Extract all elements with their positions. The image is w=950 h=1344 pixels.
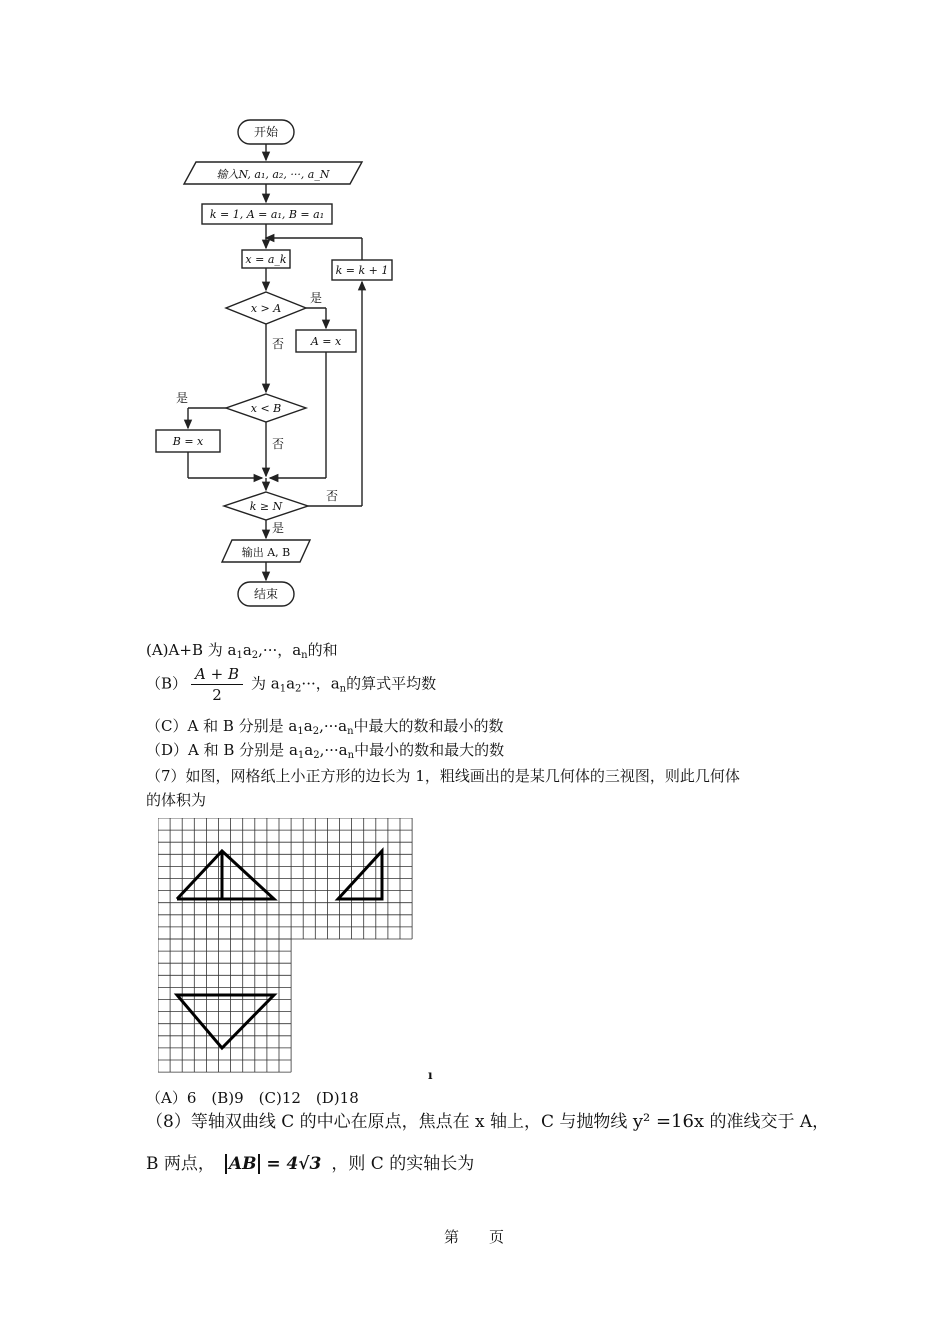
q7-text-line1: （7）如图，网格纸上小正方形的边长为 1，粗线画出的是某几何体的三视图，则此几何体 bbox=[146, 767, 740, 785]
q7-text-line2: 的体积为 bbox=[146, 791, 207, 809]
top-view-triangle bbox=[177, 995, 274, 1048]
cond3-yes-label: 是 bbox=[272, 521, 285, 535]
end-label: 结束 bbox=[253, 587, 279, 601]
q6-option-a: (A)A+B 为 $a_1a_2,\cdot\cdot\cdot$，$a_n$的和 bbox=[146, 641, 338, 661]
assign-b-label: B = x bbox=[172, 435, 204, 448]
assign-a-label: A = x bbox=[310, 335, 342, 348]
q8-text-line2: B 两点， AB = 4√3 ，则 C 的实轴长为 bbox=[146, 1154, 475, 1174]
input-label: 输入N, a₁, a₂, ···, a_N bbox=[216, 168, 330, 181]
cond1-no-label: 否 bbox=[272, 337, 285, 351]
increment-label: k = k + 1 bbox=[335, 264, 389, 277]
q6-option-c: （C）A 和 B 分别是 $a_1a_2,\cdot\cdot\cdot a_n$中最大的数和最小的数 bbox=[146, 717, 504, 737]
ab-length: AB = 4√3 bbox=[225, 1154, 321, 1174]
cond2-no-label: 否 bbox=[272, 437, 285, 451]
init-label: k = 1, A = a₁, B = a₁ bbox=[209, 208, 325, 221]
q8-text-line1: （8）等轴双曲线 C 的中心在原点，焦点在 x 轴上，C 与抛物线 y² =16x 的准线交于 A， bbox=[146, 1111, 830, 1132]
cond2-label: x < B bbox=[250, 402, 282, 415]
output-label: 输出 A, B bbox=[241, 546, 291, 559]
fraction: $\frac{A + B}{2}$ bbox=[191, 664, 243, 705]
page-footer: 第 页 bbox=[444, 1228, 505, 1246]
parabola-equation: y² =16x bbox=[632, 1111, 705, 1132]
three-view-figure bbox=[158, 818, 422, 1078]
assign-x-label: x = a_k bbox=[245, 253, 287, 266]
side-view-triangle bbox=[338, 851, 382, 899]
flowchart bbox=[140, 110, 440, 620]
start-label: 开始 bbox=[253, 125, 279, 139]
cond3-label: k ≥ N bbox=[249, 500, 283, 513]
cond3-no-label: 否 bbox=[326, 489, 339, 503]
q6-option-d: （D）A 和 B 分别是 $a_1a_2,\cdot\cdot\cdot a_n$中最小的数和最大的数 bbox=[146, 741, 505, 761]
q6-option-b: （B） $\frac{A + B}{2}$ 为 $a_1a_2\cdot\cdot\cdot$，$a_n$的算式平均数 bbox=[146, 665, 437, 704]
cond1-yes-label: 是 bbox=[310, 291, 323, 305]
q7-options: （A）6 (B)9 (C)12 (D)18 bbox=[146, 1089, 359, 1107]
cond1-label: x > A bbox=[250, 302, 282, 315]
front-view-triangle bbox=[177, 851, 274, 899]
cond2-yes-label: 是 bbox=[176, 391, 189, 405]
figure-mark: ı bbox=[428, 1068, 433, 1082]
